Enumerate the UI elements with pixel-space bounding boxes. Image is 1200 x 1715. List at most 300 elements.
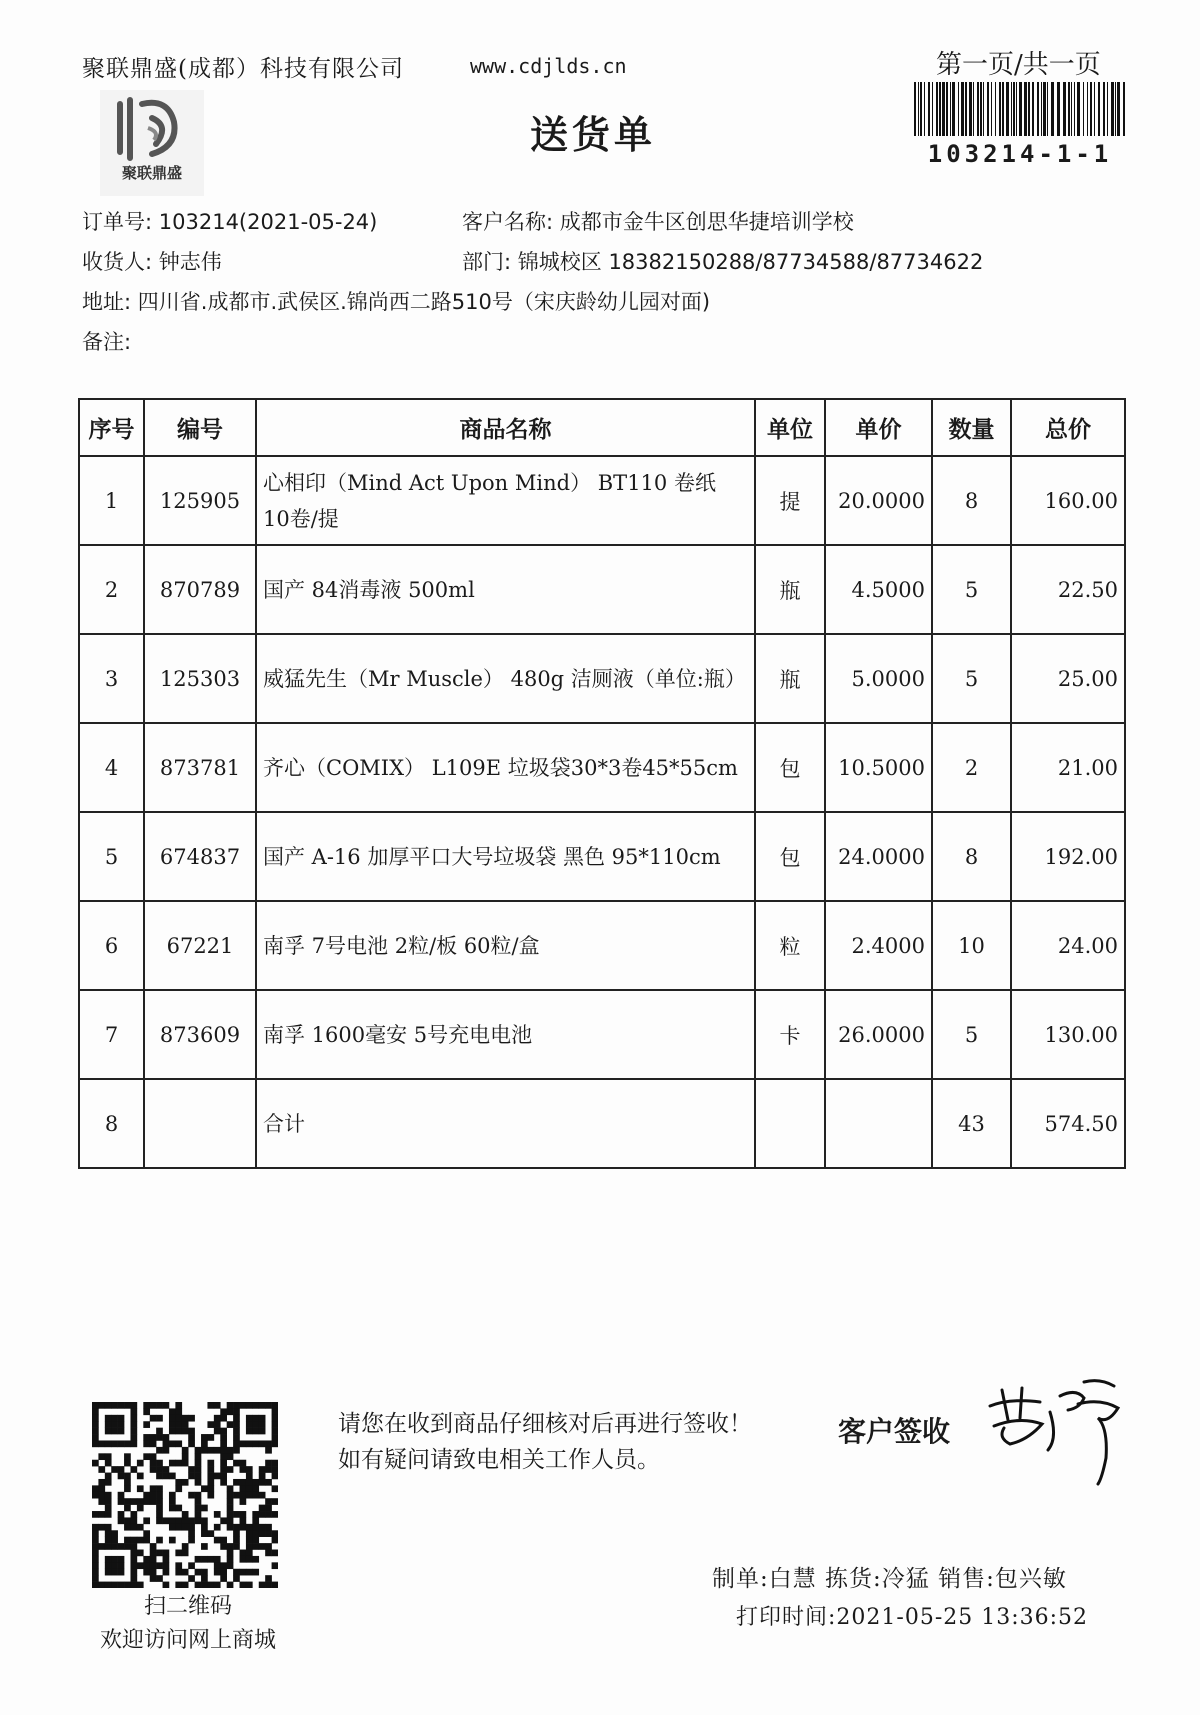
qr-module <box>143 1492 150 1499</box>
qr-module <box>150 1434 157 1441</box>
barcode-bar <box>936 82 938 136</box>
qr-module <box>118 1473 125 1480</box>
qr-module <box>169 1524 176 1531</box>
qr-module <box>175 1550 182 1557</box>
qr-module <box>188 1575 195 1582</box>
qr-module <box>92 1428 99 1435</box>
qr-module <box>150 1498 157 1505</box>
qr-module <box>188 1524 195 1531</box>
qr-module <box>175 1479 182 1486</box>
qr-module <box>98 1498 105 1505</box>
qr-module <box>214 1582 221 1588</box>
qr-module <box>92 1543 99 1550</box>
qr-module <box>246 1524 253 1531</box>
qr-module <box>246 1440 253 1447</box>
qr-module <box>201 1556 208 1563</box>
qr-module <box>240 1479 247 1486</box>
qr-module <box>265 1550 272 1557</box>
qr-module <box>130 1575 137 1582</box>
qr-module <box>182 1511 189 1518</box>
cell-code: 125905 <box>144 456 256 545</box>
qr-module <box>240 1556 247 1563</box>
qr-module <box>188 1434 195 1441</box>
qr-module <box>252 1428 259 1435</box>
qr-module <box>195 1460 202 1467</box>
qr-module <box>252 1492 259 1499</box>
qr-module <box>233 1408 240 1415</box>
cell-code: 125303 <box>144 634 256 723</box>
qr-module <box>207 1479 214 1486</box>
remark-label: 备注: <box>82 330 132 354</box>
qr-module <box>195 1498 202 1505</box>
qr-module <box>272 1440 278 1447</box>
qr-code[interactable] <box>92 1402 278 1588</box>
qr-module <box>227 1562 234 1569</box>
qr-module <box>169 1415 176 1422</box>
qr-module <box>118 1402 125 1409</box>
qr-module <box>272 1562 278 1569</box>
cell-price <box>825 1079 932 1168</box>
qr-module <box>169 1428 176 1435</box>
qr-module <box>98 1402 105 1409</box>
qr-module <box>240 1569 247 1576</box>
qr-module <box>233 1479 240 1486</box>
qr-module <box>201 1434 208 1441</box>
qr-module <box>259 1543 266 1550</box>
qr-module <box>105 1524 112 1531</box>
qr-module <box>118 1415 125 1422</box>
qr-module <box>124 1524 131 1531</box>
cell-price: 26.0000 <box>825 990 932 1079</box>
qr-module <box>169 1473 176 1480</box>
cell-unit: 包 <box>755 723 825 812</box>
qr-module <box>252 1479 259 1486</box>
qr-module <box>156 1415 163 1422</box>
qr-module <box>188 1517 195 1524</box>
qr-module <box>92 1492 99 1499</box>
cell-unit: 提 <box>755 456 825 545</box>
header-price: 单价 <box>825 399 932 456</box>
qr-module <box>92 1562 99 1569</box>
qr-module <box>240 1524 247 1531</box>
qr-module <box>220 1466 227 1473</box>
qr-module <box>195 1447 202 1454</box>
qr-module <box>118 1440 125 1447</box>
qr-module <box>98 1582 105 1588</box>
qr-module <box>137 1524 144 1531</box>
address-label: 地址: <box>82 290 132 314</box>
qr-module <box>137 1485 144 1492</box>
qr-module <box>150 1575 157 1582</box>
qr-module <box>175 1428 182 1435</box>
qr-module <box>111 1415 118 1422</box>
cell-name: 合计 <box>256 1079 755 1168</box>
cell-name: 威猛先生（Mr Muscle） 480g 洁厕液（单位:瓶） <box>256 634 755 723</box>
qr-module <box>265 1447 272 1454</box>
qr-module <box>124 1498 131 1505</box>
qr-module <box>130 1550 137 1557</box>
qr-module <box>143 1562 150 1569</box>
qr-module <box>227 1447 234 1454</box>
qr-module <box>246 1479 253 1486</box>
qr-module <box>207 1434 214 1441</box>
qr-module <box>227 1402 234 1409</box>
qr-module <box>143 1537 150 1544</box>
header-unit: 单位 <box>755 399 825 456</box>
qr-module <box>98 1440 105 1447</box>
cell-qty: 5 <box>932 545 1011 634</box>
qr-module <box>156 1402 163 1409</box>
qr-module <box>188 1492 195 1499</box>
qr-module <box>188 1428 195 1435</box>
qr-module <box>207 1556 214 1563</box>
qr-module <box>207 1460 214 1467</box>
barcode-bar <box>1115 82 1116 136</box>
qr-module <box>150 1569 157 1576</box>
cell-qty: 5 <box>932 990 1011 1079</box>
barcode-bar <box>1090 82 1092 136</box>
qr-module <box>92 1440 99 1447</box>
table-row <box>79 545 1125 634</box>
qr-module <box>227 1556 234 1563</box>
qr-module <box>163 1447 170 1454</box>
cell-qty: 43 <box>932 1079 1011 1168</box>
qr-module <box>259 1428 266 1435</box>
qr-module <box>252 1530 259 1537</box>
barcode-bar <box>939 82 941 136</box>
barcode-bar <box>1032 82 1034 136</box>
qr-module <box>150 1453 157 1460</box>
qr-module <box>272 1421 278 1428</box>
table-row <box>79 990 1125 1079</box>
items-table <box>78 398 1126 1169</box>
department <box>462 246 983 276</box>
qr-module <box>195 1517 202 1524</box>
qr-module <box>214 1524 221 1531</box>
qr-module <box>98 1453 105 1460</box>
qr-module <box>195 1466 202 1473</box>
qr-module <box>214 1556 221 1563</box>
qr-module <box>118 1498 125 1505</box>
barcode-bar <box>1019 82 1022 136</box>
qr-module <box>92 1415 99 1422</box>
qr-module <box>118 1569 125 1576</box>
qr-module <box>220 1415 227 1422</box>
qr-module <box>259 1524 266 1531</box>
qr-module <box>227 1498 234 1505</box>
qr-module <box>214 1473 221 1480</box>
qr-module <box>227 1582 234 1588</box>
qr-module <box>156 1492 163 1499</box>
cell-code: 67221 <box>144 901 256 990</box>
qr-module <box>169 1492 176 1499</box>
qr-module <box>92 1460 99 1467</box>
qr-module <box>105 1402 112 1409</box>
qr-module <box>233 1402 240 1409</box>
cell-no: 2 <box>79 545 144 634</box>
qr-module <box>195 1473 202 1480</box>
qr-module <box>207 1447 214 1454</box>
qr-module <box>207 1402 214 1409</box>
cell-unit: 瓶 <box>755 634 825 723</box>
qr-module <box>150 1485 157 1492</box>
barcode-bar <box>1087 82 1088 136</box>
qr-module <box>150 1402 157 1409</box>
barcode-bar <box>1117 82 1120 136</box>
qr-module <box>175 1505 182 1512</box>
qr-module <box>156 1447 163 1454</box>
barcode-bar <box>958 82 959 136</box>
qr-module <box>227 1511 234 1518</box>
qr-module <box>227 1408 234 1415</box>
qr-module <box>252 1511 259 1518</box>
cell-no: 5 <box>79 812 144 901</box>
qr-module <box>111 1562 118 1569</box>
qr-module <box>240 1492 247 1499</box>
qr-module <box>169 1408 176 1415</box>
barcode-bar <box>1002 82 1004 136</box>
qr-module <box>195 1479 202 1486</box>
qr-module <box>92 1582 99 1588</box>
cell-price: 10.5000 <box>825 723 932 812</box>
header-code: 编号 <box>144 399 256 456</box>
qr-module <box>240 1466 247 1473</box>
qr-module <box>201 1517 208 1524</box>
qr-module <box>118 1517 125 1524</box>
address-value: 四川省.成都市.武侯区.锦尚西二路510号（宋庆龄幼儿园对面) <box>137 290 711 314</box>
qr-module <box>163 1569 170 1576</box>
qr-module <box>240 1511 247 1518</box>
qr-module <box>233 1575 240 1582</box>
qr-module <box>246 1550 253 1557</box>
header-no: 序号 <box>79 399 144 456</box>
qr-module <box>246 1466 253 1473</box>
qr-module <box>259 1492 266 1499</box>
cell-no: 8 <box>79 1079 144 1168</box>
qr-module <box>130 1415 137 1422</box>
qr-module <box>252 1543 259 1550</box>
qr-module <box>118 1428 125 1435</box>
receiver <box>82 246 222 276</box>
barcode-bar <box>1041 82 1042 136</box>
qr-module <box>143 1421 150 1428</box>
qr-module <box>195 1556 202 1563</box>
qr-module <box>201 1440 208 1447</box>
qr-module <box>105 1511 112 1518</box>
qr-module <box>105 1415 112 1422</box>
qr-module <box>137 1537 144 1544</box>
qr-module <box>105 1460 112 1467</box>
qr-module <box>201 1505 208 1512</box>
barcode-bar <box>1037 82 1039 136</box>
qr-module <box>195 1569 202 1576</box>
qr-module <box>188 1466 195 1473</box>
qr-module <box>175 1421 182 1428</box>
barcode-bar <box>983 82 984 136</box>
cell-price: 2.4000 <box>825 901 932 990</box>
qr-module <box>265 1498 272 1505</box>
qr-module <box>105 1537 112 1544</box>
qr-module <box>252 1517 259 1524</box>
qr-module <box>259 1473 266 1480</box>
qr-module <box>227 1421 234 1428</box>
qr-module <box>98 1511 105 1518</box>
cell-no: 7 <box>79 990 144 1079</box>
qr-module <box>169 1517 176 1524</box>
qr-module <box>201 1524 208 1531</box>
qr-module <box>105 1498 112 1505</box>
cell-name: 南孚 7号电池 2粒/板 60粒/盒 <box>256 901 755 990</box>
qr-module <box>246 1428 253 1435</box>
qr-module <box>252 1440 259 1447</box>
barcode-bar <box>961 82 964 136</box>
qr-module <box>195 1492 202 1499</box>
qr-module <box>188 1440 195 1447</box>
qr-module <box>92 1408 99 1415</box>
qr-module <box>265 1575 272 1582</box>
qr-module <box>169 1440 176 1447</box>
qr-module <box>156 1517 163 1524</box>
qr-module <box>98 1524 105 1531</box>
qr-module <box>150 1550 157 1557</box>
qr-module <box>98 1466 105 1473</box>
cell-price: 4.5000 <box>825 545 932 634</box>
qr-module <box>265 1460 272 1467</box>
barcode-bar <box>1107 82 1108 136</box>
header-name: 商品名称 <box>256 399 755 456</box>
qr-module <box>240 1460 247 1467</box>
qr-module <box>163 1402 170 1409</box>
qr-module <box>182 1421 189 1428</box>
qr-module <box>265 1582 272 1588</box>
qr-module <box>220 1473 227 1480</box>
qr-module <box>227 1492 234 1499</box>
qr-module <box>259 1466 266 1473</box>
barcode-bar <box>1063 82 1066 136</box>
qr-module <box>182 1453 189 1460</box>
qr-module <box>156 1466 163 1473</box>
qr-module <box>105 1479 112 1486</box>
customer-name <box>462 206 854 236</box>
barcode-bar <box>1074 82 1075 136</box>
qr-module <box>214 1537 221 1544</box>
qr-module <box>182 1479 189 1486</box>
qr-module <box>201 1569 208 1576</box>
qr-module <box>118 1562 125 1569</box>
qr-module <box>137 1582 144 1588</box>
qr-module <box>130 1466 137 1473</box>
barcode-bar <box>950 82 951 136</box>
qr-module <box>143 1569 150 1576</box>
qr-module <box>175 1562 182 1569</box>
qr-caption <box>88 1590 288 1658</box>
qr-module <box>92 1550 99 1557</box>
cell-total: 21.00 <box>1011 723 1125 812</box>
barcode-bar <box>1051 82 1054 136</box>
qr-module <box>188 1415 195 1422</box>
cell-code: 873781 <box>144 723 256 812</box>
qr-module <box>124 1460 131 1467</box>
qr-module <box>124 1402 131 1409</box>
qr-module <box>105 1562 112 1569</box>
qr-module <box>163 1466 170 1473</box>
qr-module <box>124 1440 131 1447</box>
qr-module <box>150 1440 157 1447</box>
qr-module <box>175 1460 182 1467</box>
qr-module <box>156 1428 163 1435</box>
qr-module <box>98 1485 105 1492</box>
table-row <box>79 901 1125 990</box>
qr-module <box>220 1440 227 1447</box>
notice-text: 请您在收到商品仔细核对后再进行签收！如有疑问请致电相关工作人员。 <box>338 1411 752 1473</box>
qr-module <box>130 1511 137 1518</box>
qr-module <box>252 1421 259 1428</box>
qr-module <box>252 1402 259 1409</box>
qr-module <box>207 1485 214 1492</box>
svg-text:聚联鼎盛: 聚联鼎盛 <box>121 164 183 182</box>
qr-module <box>188 1537 195 1544</box>
qr-module <box>163 1556 170 1563</box>
qr-module <box>143 1498 150 1505</box>
qr-module <box>156 1485 163 1492</box>
qr-module <box>227 1543 234 1550</box>
qr-module <box>182 1428 189 1435</box>
qr-module <box>272 1485 278 1492</box>
qr-module <box>201 1543 208 1550</box>
qr-module <box>246 1421 253 1428</box>
qr-module <box>92 1575 99 1582</box>
table-row <box>79 456 1125 545</box>
qr-module <box>124 1517 131 1524</box>
qr-module <box>207 1473 214 1480</box>
qr-module <box>246 1415 253 1422</box>
qr-module <box>220 1569 227 1576</box>
barcode-bar <box>1013 82 1015 136</box>
qr-module <box>156 1505 163 1512</box>
qr-module <box>246 1543 253 1550</box>
barcode-bar <box>987 82 989 136</box>
qr-module <box>227 1485 234 1492</box>
qr-module <box>92 1511 99 1518</box>
barcode-bar <box>1094 82 1095 136</box>
qr-module <box>265 1466 272 1473</box>
qr-module <box>220 1460 227 1467</box>
qr-module <box>182 1582 189 1588</box>
qr-module <box>156 1460 163 1467</box>
qr-module <box>233 1537 240 1544</box>
qr-module <box>130 1562 137 1569</box>
qr-module <box>259 1421 266 1428</box>
qr-module <box>214 1402 221 1409</box>
qr-module <box>92 1537 99 1544</box>
barcode-bar <box>1077 82 1080 136</box>
qr-module <box>272 1537 278 1544</box>
qr-module <box>259 1530 266 1537</box>
barcode-bar <box>928 82 930 136</box>
qr-module <box>265 1402 272 1409</box>
cell-qty: 10 <box>932 901 1011 990</box>
qr-module <box>227 1517 234 1524</box>
qr-module <box>207 1582 214 1588</box>
qr-module <box>195 1453 202 1460</box>
qr-module <box>188 1473 195 1480</box>
qr-module <box>163 1434 170 1441</box>
qr-module <box>252 1415 259 1422</box>
cell-no: 3 <box>79 634 144 723</box>
cell-total: 25.00 <box>1011 634 1125 723</box>
qr-module <box>143 1434 150 1441</box>
qr-module <box>220 1562 227 1569</box>
